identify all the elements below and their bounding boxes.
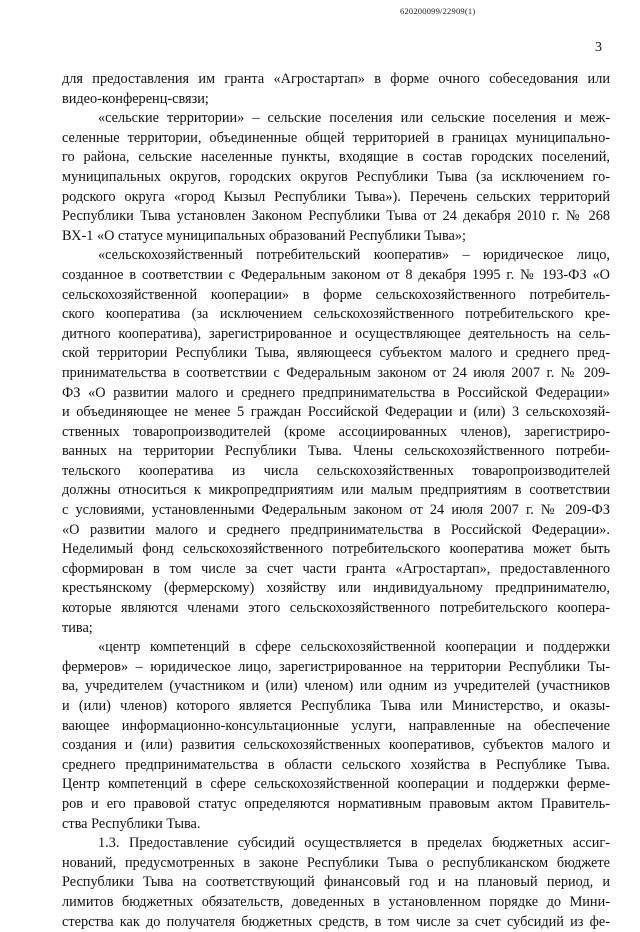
text-line: нований, предусмотренных в законе Республики Тыва о республиканском бюджете bbox=[62, 854, 610, 871]
text-line: дитного кооператива), зарегистрированное и осуществляющее деятельность на сель- bbox=[62, 325, 610, 342]
text-line: Республики Тыва на соответствующий финансовый год и на плановый период, и bbox=[62, 874, 610, 891]
text-line: среднего предпринимательства в области сельского хозяйства в Республике Тыва. bbox=[62, 756, 610, 773]
text-line: создания и (или) развития сельскохозяйственных кооперативов, субъектов малого и bbox=[62, 737, 610, 754]
text-line: вающее информационно-консультационные услуги, направленные на обеспечение bbox=[62, 717, 610, 734]
document-body bbox=[62, 70, 610, 932]
text-line: го района, сельские населенные пункты, входящие в состав городских поселений, bbox=[62, 149, 610, 166]
text-line: ской территории Республики Тыва, являющееся субъектом малого и среднего пред- bbox=[62, 345, 610, 362]
text-line: стерства как до получателя бюджетных средств, в том числе за счет субсидий из фе- bbox=[62, 913, 610, 930]
text-line: принимательства в соответствии с Федеральным законом от 24 июля 2007 г. № 209- bbox=[62, 364, 610, 381]
text-line: тельского кооператива из числа сельскохозяйственных товаропроизводителей bbox=[62, 462, 610, 479]
document-id: 620200099/22909(1) bbox=[400, 6, 476, 16]
text-line: «сельскохозяйственный потребительский кооператив» – юридическое лицо, bbox=[98, 247, 610, 264]
text-line: должны относиться к микропредприятиям или малым предприятиям в соответствии bbox=[62, 482, 610, 499]
text-line: для предоставления им гранта «Агростартап» в форме очного собеседования или bbox=[62, 71, 610, 87]
text-line: которые являются членами этого сельскохозяйственного потребительского коопера- bbox=[62, 600, 610, 617]
text-line: ванных на территории Республики Тыва. Члены сельскохозяйственного потреби- bbox=[62, 443, 610, 460]
text-line: «сельские территории» – сельские поселения или сельские поселения и меж- bbox=[98, 110, 610, 127]
text-line: лимитов бюджетных обязательств, доведенных в установленном порядке до Мини- bbox=[62, 893, 610, 910]
page-number: 3 bbox=[595, 40, 602, 55]
text-line: ственных товаропроизводителей (кроме ассоциированных членов), зарегистриро- bbox=[62, 423, 610, 440]
text-line: Неделимый фонд сельскохозяйственного потребительского кооператива может быть bbox=[62, 541, 610, 558]
text-line: сельскохозяйственной кооперации» в форме сельскохозяйственного потребитель- bbox=[62, 286, 610, 303]
text-line: видео-конференц-связи; bbox=[62, 90, 209, 107]
text-line: тива; bbox=[62, 619, 93, 636]
text-line: ВХ-1 «О статусе муниципальных образований Республики Тыва»; bbox=[62, 227, 466, 244]
text-line: муниципальных округов, городских округов Республики Тыва (за исключением го- bbox=[62, 168, 610, 185]
text-line: с условиями, установленными Федеральным законом от 24 июля 2007 г. № 209-ФЗ bbox=[62, 502, 610, 519]
text-line: созданное в соответствии с Федеральным законом от 8 декабря 1995 г. № 193-ФЗ «О bbox=[62, 266, 610, 283]
text-line: «центр компетенций в сфере сельскохозяйственной кооперации и поддержки bbox=[98, 639, 610, 656]
text-line: 1.3. Предоставление субсидий осуществляется в пределах бюджетных ассиг- bbox=[98, 835, 610, 852]
text-line: крестьянскому (фермерскому) хозяйству или индивидуальному предпринимателю, bbox=[62, 580, 610, 597]
text-line: и (или) членов) которого является Республика Тыва или Министерство, и оказы- bbox=[62, 698, 610, 714]
text-line: ского кооператива (за исключением сельскохозяйственного потребительского кре- bbox=[62, 306, 610, 323]
text-line: фермеров» – юридическое лицо, зарегистрированное на территории Республики Ты- bbox=[62, 658, 610, 675]
text-line: родского округа «город Кызыл Республики Тыва»). Перечень сельских территорий bbox=[62, 188, 610, 205]
text-line: ФЗ «О развитии малого и среднего предпринимательства в Российской Федерации» bbox=[62, 384, 610, 401]
text-line: сформирован в том числе за счет части гранта «Агростартап», предоставленного bbox=[62, 560, 610, 577]
text-line: селенные территории, объединенные общей территорией в границах муниципально- bbox=[62, 129, 610, 146]
text-line: ров и его правовой статус определяются нормативным правовым актом Правитель- bbox=[62, 795, 610, 812]
text-line: «О развитии малого и среднего предпринимательства в Российской Федерации». bbox=[62, 521, 610, 538]
text-line: ва, учредителем (участником и (или) членом) или одним из учредителей (участников bbox=[62, 678, 610, 695]
text-line: и объединяющее не менее 5 граждан Российской Федерации и (или) 3 сельскохозяй- bbox=[62, 404, 610, 421]
text-line: Центр компетенций в сфере сельскохозяйственной кооперации и поддержки ферме- bbox=[62, 776, 610, 793]
text-line: Республики Тыва установлен Законом Республики Тыва от 24 декабря 2010 г. № 268 bbox=[62, 208, 610, 225]
text-line: ства Республики Тыва. bbox=[62, 815, 201, 832]
